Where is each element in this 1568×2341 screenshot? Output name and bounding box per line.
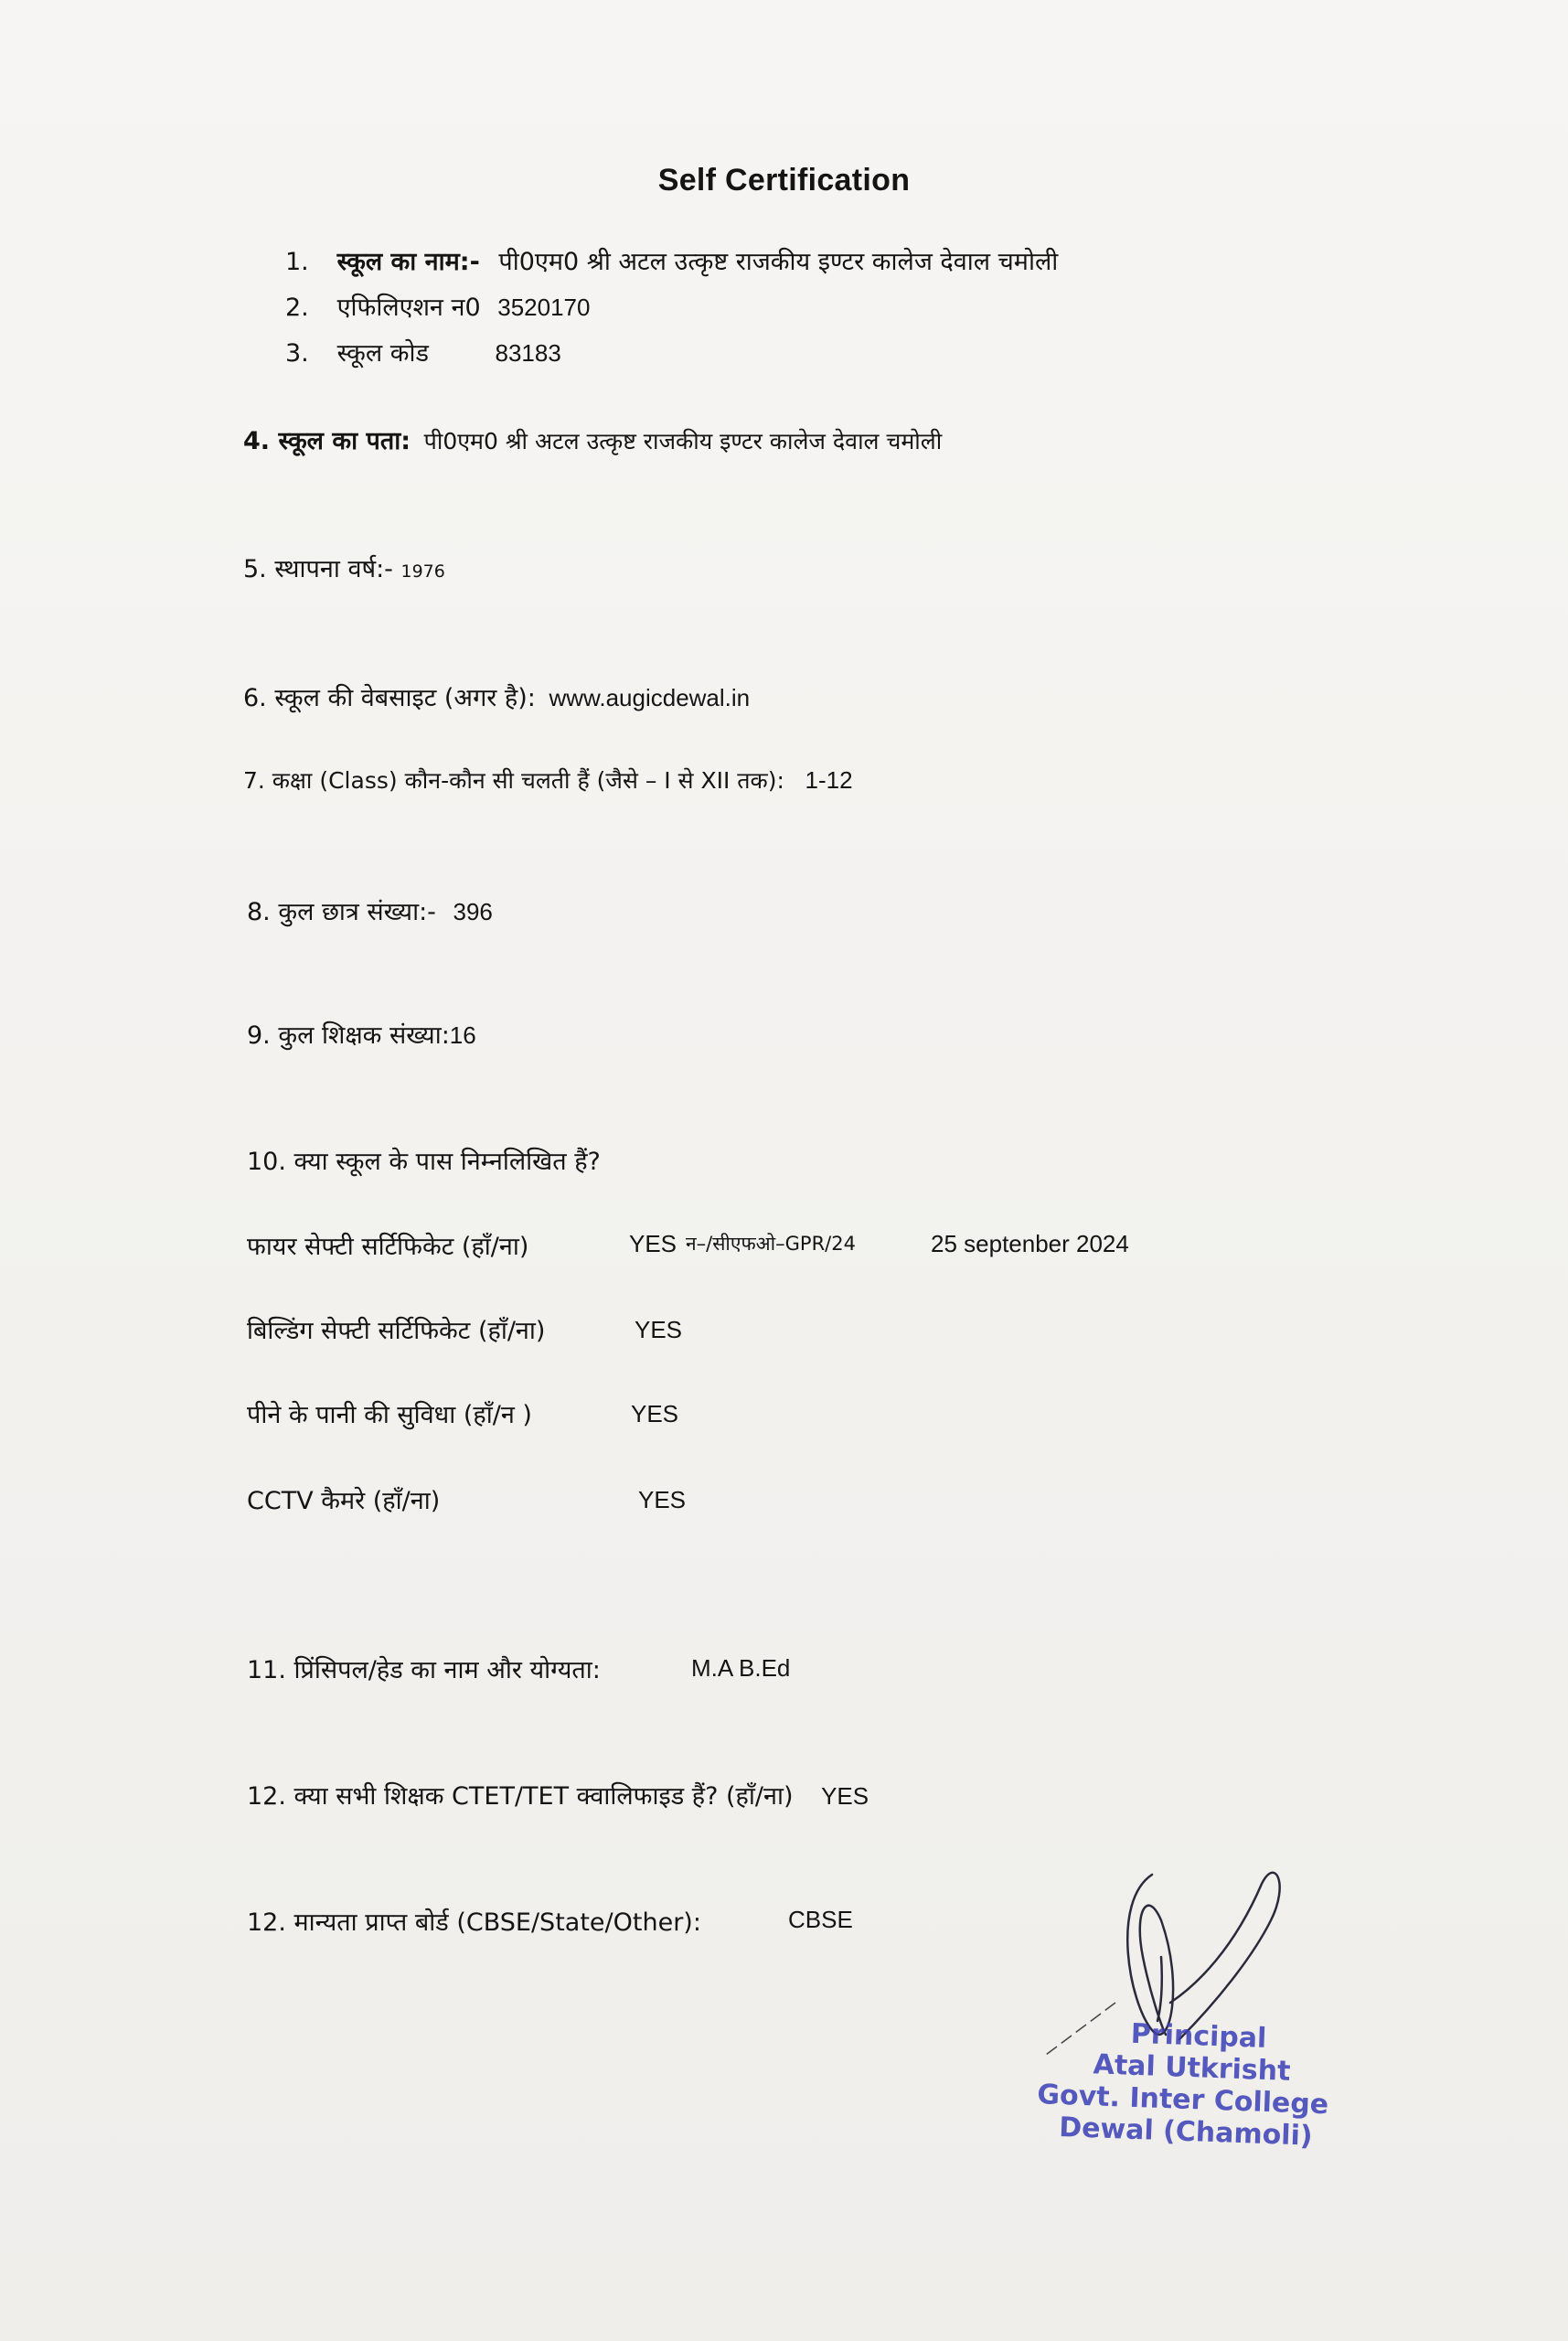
principal-row <box>247 1652 791 1685</box>
board-row <box>247 1904 853 1938</box>
affiliation-row <box>285 289 590 323</box>
established-value: 1976 <box>400 561 445 582</box>
drinking-water-row <box>247 1396 679 1430</box>
stamp-line: Atal Utkrisht <box>1093 2048 1292 2088</box>
fire-safety-ref: न–/सीएफओ–GPR/24 <box>686 1233 856 1255</box>
established-row <box>243 551 445 584</box>
item-number: 1. <box>285 248 309 276</box>
board-value: CBSE <box>788 1906 853 1933</box>
teachers-label: 9. कुल शिक्षक संख्या: <box>247 1021 450 1050</box>
item-number: 2. <box>285 294 309 322</box>
school-code-value: 83183 <box>495 339 561 367</box>
affiliation-value: 3520170 <box>497 294 591 321</box>
drinking-water-label: पीने के पानी की सुविधा (हाँ/न ) <box>247 1401 532 1429</box>
tet-row <box>247 1778 869 1812</box>
principal-stamp <box>1022 2015 1411 2156</box>
principal-label: 11. प्रिंसिपल/हेड का नाम और योग्यता: <box>247 1656 601 1684</box>
school-name-row <box>285 243 1058 277</box>
stamp-line: Dewal (Chamoli) <box>1058 2111 1314 2153</box>
tet-value: YES <box>821 1782 869 1810</box>
classes-row <box>243 764 853 796</box>
cctv-value: YES <box>638 1486 687 1513</box>
classes-value: 1-12 <box>805 766 853 794</box>
address-row <box>243 422 942 456</box>
tet-label: 12. क्या सभी शिक्षक CTET/TET क्वालिफाइड हैं? (हाँ/ना) <box>247 1782 794 1811</box>
affiliation-label: एफिलिएशन न0 <box>336 294 481 322</box>
address-value: पी0एम0 श्री अटल उत्कृष्ट राजकीय इण्टर कालेज देवाल चमोली <box>423 428 943 454</box>
stamp-line: Govt. Inter College <box>1036 2079 1329 2122</box>
item-number: 3. <box>285 339 309 368</box>
fire-safety-row <box>247 1228 1129 1262</box>
board-label: 12. मान्यता प्राप्त बोर्ड (CBSE/State/Other): <box>247 1908 701 1937</box>
teachers-value: 16 <box>449 1021 476 1049</box>
address-label: 4. स्कूल का पता: <box>243 427 411 455</box>
principal-value: M.A B.Ed <box>691 1654 791 1682</box>
school-name-value: पी0एम0 श्री अटल उत्कृष्ट राजकीय इण्टर कालेज देवाल चमोली <box>498 248 1059 276</box>
school-code-row <box>285 335 561 369</box>
fire-safety-value: YES <box>629 1230 677 1257</box>
building-safety-value: YES <box>635 1316 683 1343</box>
building-safety-row <box>247 1312 683 1346</box>
document-title: Self Certification <box>657 163 911 198</box>
fire-safety-date: 25 septenber 2024 <box>931 1230 1129 1257</box>
facilities-heading: 10. क्या स्कूल के पास निम्नलिखित हैं? <box>247 1148 601 1176</box>
website-row <box>243 679 750 713</box>
website-label: 6. स्कूल की वेबसाइट (अगर है): <box>243 684 536 712</box>
school-code-label: स्कूल कोड <box>336 339 429 368</box>
students-label: 8. कुल छात्र संख्या:- <box>247 898 436 926</box>
classes-label: 7. कक्षा (Class) कौन-कौन सी चलती हैं (जैसे – I से XII तक): <box>243 767 784 794</box>
established-label: 5. स्थापना वर्ष:- <box>243 555 393 583</box>
school-name-label: स्कूल का नाम:- <box>336 248 480 276</box>
students-value: 396 <box>453 898 493 925</box>
stamp-line: Principal <box>1130 2017 1267 2055</box>
students-row <box>247 893 493 927</box>
drinking-water-value: YES <box>631 1400 679 1427</box>
teachers-row <box>247 1017 476 1051</box>
website-value: www.augicdewal.in <box>549 684 751 711</box>
cctv-row <box>247 1482 687 1516</box>
signature-stamp-area <box>1024 1847 1408 2231</box>
cctv-label: CCTV कैमरे (हाँ/ना) <box>247 1487 441 1515</box>
building-safety-label: बिल्डिंग सेफ्टी सर्टिफिकेट (हाँ/ना) <box>247 1317 546 1345</box>
fire-safety-label: फायर सेफ्टी सर्टिफिकेट (हाँ/ना) <box>247 1233 529 1261</box>
